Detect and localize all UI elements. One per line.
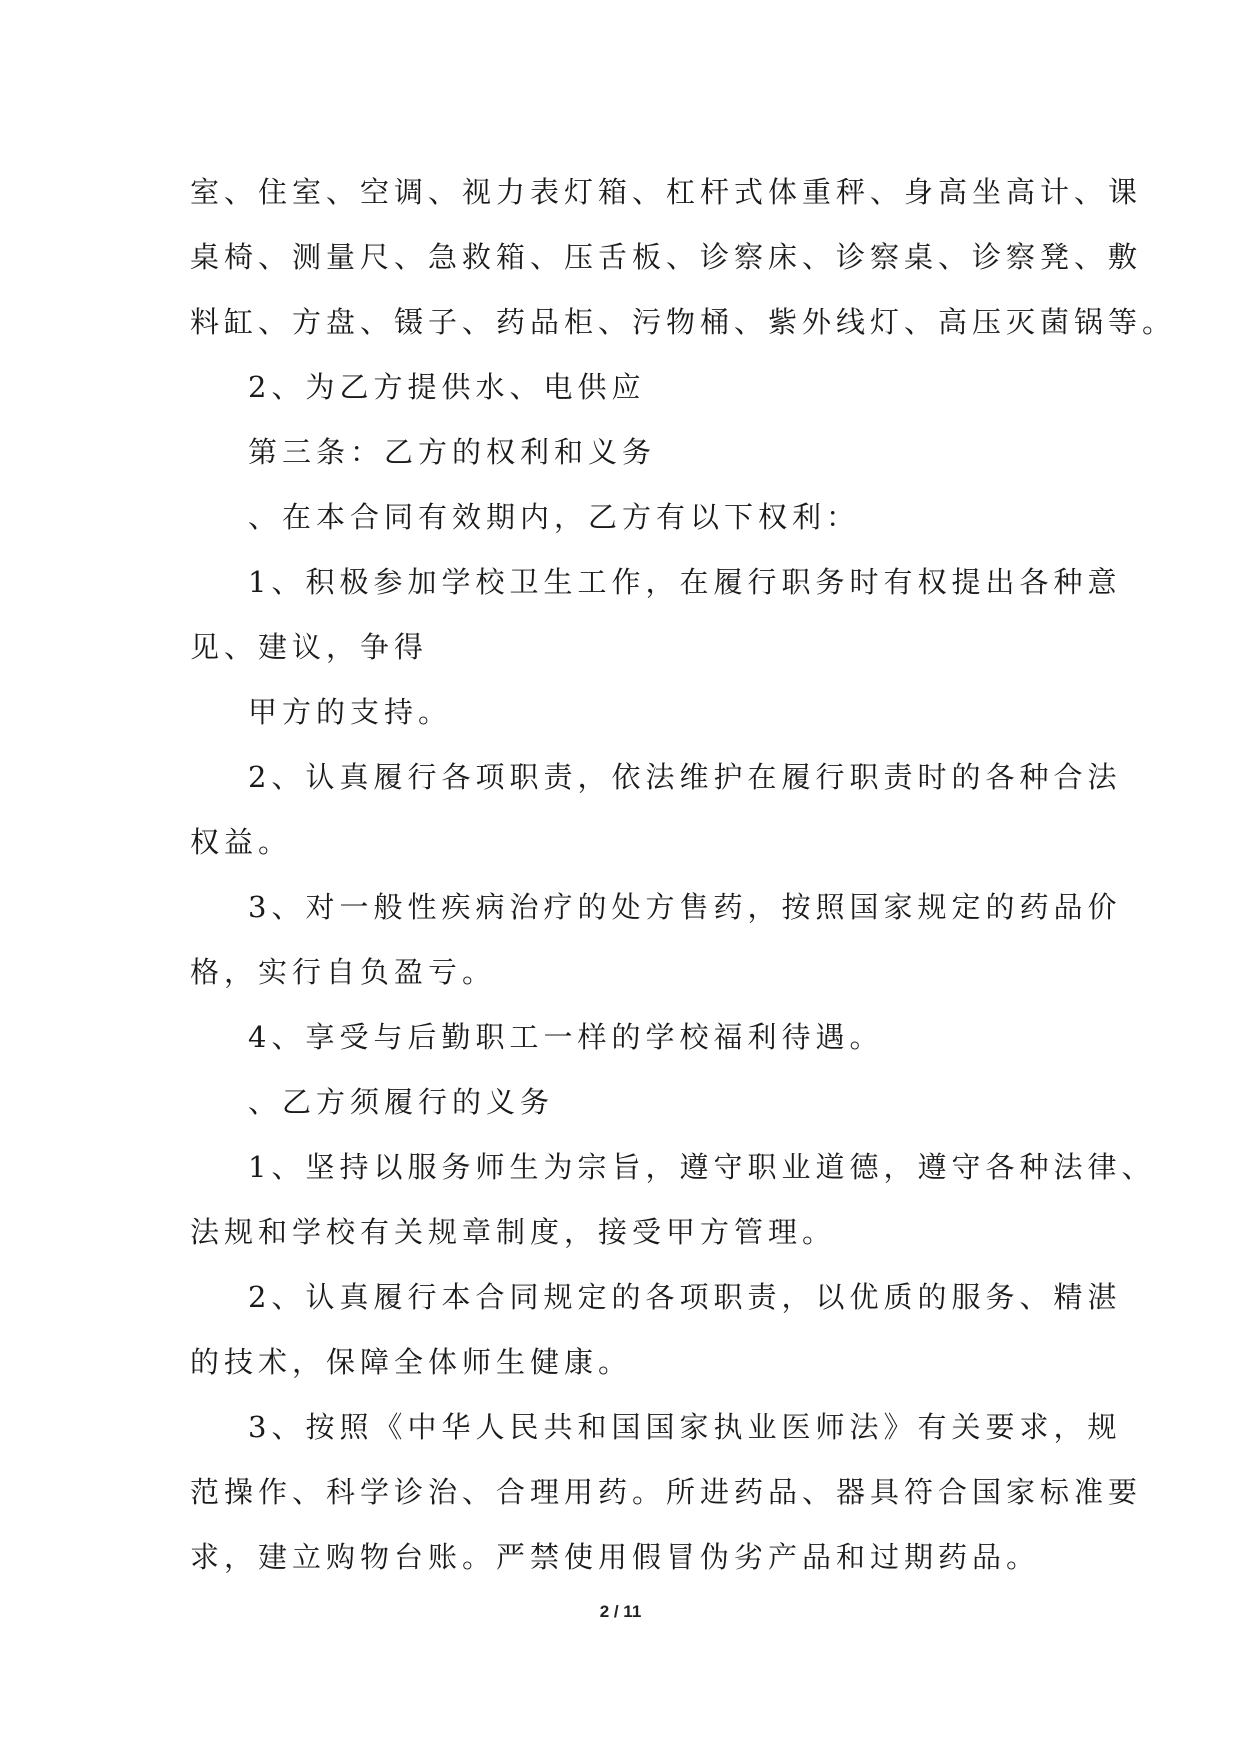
document-body — [190, 160, 1177, 1590]
page-number: 2 / 11 — [599, 1602, 642, 1621]
text-line: 权益。 — [190, 825, 293, 859]
text-line: 甲方的支持。 — [248, 695, 453, 729]
text-line: 的技术，保障全体师生健康。 — [190, 1345, 633, 1379]
text-line: 料缸、方盘、镊子、药品柜、污物桶、紫外线灯、高压灭菌锅等。 — [190, 305, 1177, 339]
text-line: 、乙方须履行的义务 — [248, 1085, 555, 1119]
text-line: 1、积极参加学校卫生工作，在履行职务时有权提出各种意 — [248, 565, 1122, 599]
section-heading: 第三条：乙方的权利和义务 — [248, 435, 657, 469]
text-line: 2、认真履行各项职责，依法维护在履行职责时的各种合法 — [248, 760, 1122, 794]
text-line: 3、按照《中华人民共和国国家执业医师法》有关要求，规 — [248, 1410, 1122, 1444]
text-line: 桌椅、测量尺、急救箱、压舌板、诊察床、诊察桌、诊察凳、敷 — [190, 240, 1143, 274]
text-line: 见、建议，争得 — [190, 630, 429, 664]
text-line: 求，建立购物台账。严禁使用假冒伪劣产品和过期药品。 — [190, 1540, 1041, 1574]
text-line: 2、认真履行本合同规定的各项职责，以优质的服务、精湛 — [248, 1280, 1122, 1314]
text-line: 范操作、科学诊治、合理用药。所进药品、器具符合国家标准要 — [190, 1475, 1143, 1509]
text-line: 1、坚持以服务师生为宗旨，遵守职业道德，遵守各种法律、 — [248, 1150, 1156, 1184]
text-line: 3、对一般性疾病治疗的处方售药，按照国家规定的药品价 — [248, 890, 1122, 924]
text-line: 格，实行自负盈亏。 — [190, 955, 497, 989]
text-line: 法规和学校有关规章制度，接受甲方管理。 — [190, 1215, 837, 1249]
text-line: 4、享受与后勤职工一样的学校福利待遇。 — [248, 1020, 884, 1054]
text-line: 2、为乙方提供水、电供应 — [248, 370, 646, 404]
text-line: 、在本合同有效期内，乙方有以下权利： — [248, 500, 861, 534]
text-line: 室、住室、空调、视力表灯箱、杠杆式体重秤、身高坐高计、课 — [190, 175, 1143, 209]
